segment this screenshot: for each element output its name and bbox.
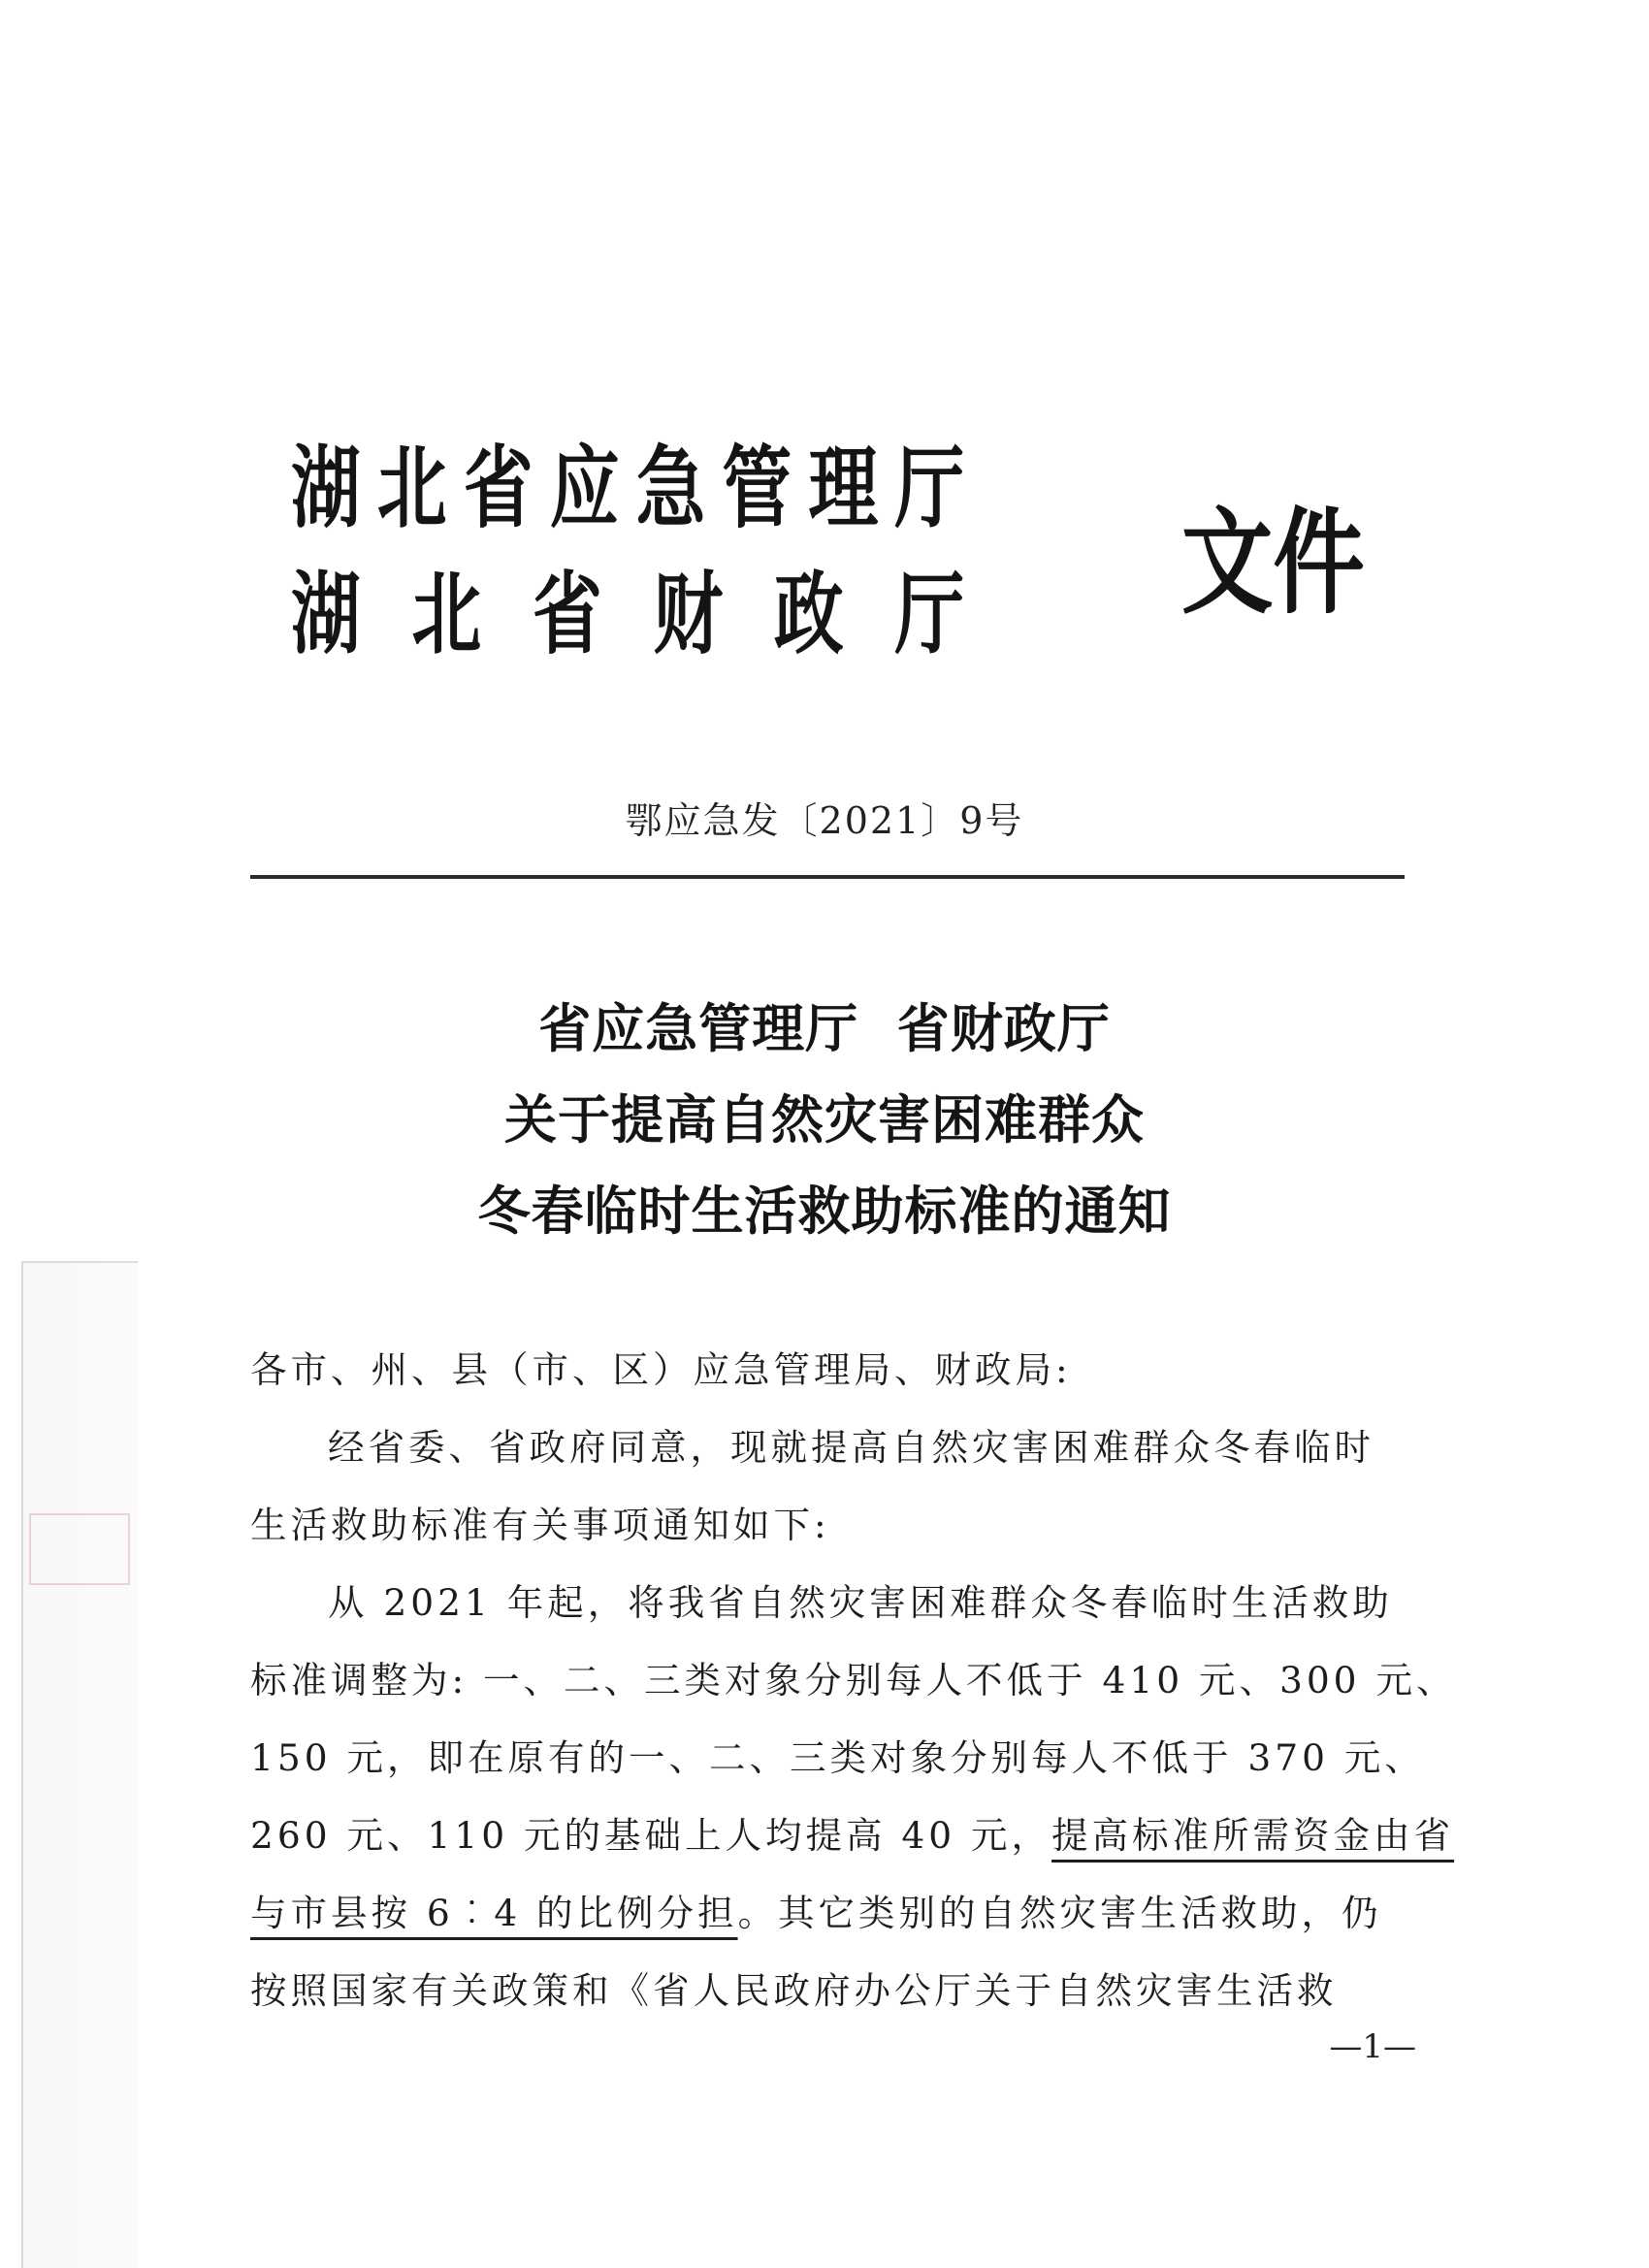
authority-char: 北 — [376, 437, 447, 540]
paragraph-1: 经省委、省政府同意，现就提高自然灾害困难群众冬春临时生活救助标准有关事项通知如下: — [250, 1426, 1374, 1546]
authority-char: 厅 — [894, 563, 965, 666]
authority-char: 湖 — [291, 437, 361, 540]
authority-char: 北 — [411, 563, 482, 666]
authority-char: 急 — [635, 437, 706, 540]
title-line-1: 省应急管理厅 省财政厅 — [538, 998, 1111, 1059]
authority-line-2 — [291, 543, 965, 666]
paragraph-2-line-6: 按照国家有关政策和《省人民政府办公厅关于自然灾害生活救 — [250, 1969, 1338, 2012]
salutation: 各市、州、县（市、区）应急管理局、财政局: — [250, 1348, 1072, 1391]
authority-char: 省 — [532, 563, 602, 666]
authority-char: 财 — [653, 563, 724, 666]
paragraph-2 — [250, 1564, 1457, 2029]
paragraph-2-line-5 — [250, 1874, 1406, 1952]
authority-char: 省 — [463, 437, 534, 540]
authority-char: 理 — [808, 437, 879, 540]
authority-char: 应 — [549, 437, 620, 540]
text-run: 260 元、110 元的基础上人均提高 40 元， — [250, 1814, 1052, 1857]
page-number: —1— — [1329, 2027, 1416, 2066]
header-rule — [250, 875, 1405, 879]
receipt-stamp — [29, 1513, 130, 1585]
paragraph-2-line-3: 150 元，即在原有的一、二、三类对象分别每人不低于 370 元、 — [250, 1736, 1425, 1779]
underlined-text: 与市县按 6︰4 的比例分担 — [250, 1892, 738, 1934]
authority-char: 管 — [722, 437, 792, 540]
authority-char: 政 — [773, 563, 844, 666]
title-line-2: 关于提高自然灾害困难群众 — [504, 1089, 1145, 1150]
authority-line-1 — [291, 417, 965, 540]
document-number: 鄂应急发〔2021〕9号 — [625, 799, 1024, 842]
underlined-text: 提高标准所需资金由省 — [1051, 1814, 1455, 1857]
document-word: 文件 — [1181, 496, 1365, 630]
text-run: 。其它类别的自然灾害生活救助，仍 — [737, 1892, 1382, 1934]
paragraph-2-line-4 — [250, 1797, 1455, 1874]
authority-char: 湖 — [291, 563, 361, 666]
paragraph-2-line-2: 标准调整为: 一、二、三类对象分别每人不低于 410 元、300 元、 — [250, 1659, 1457, 1701]
paragraph-2-line-1: 从 2021 年起，将我省自然灾害困难群众冬春临时生活救助 — [328, 1581, 1393, 1624]
authority-char: 厅 — [894, 437, 965, 540]
scanned-margin-strip — [21, 1261, 138, 2268]
title-line-3: 冬春临时生活救助标准的通知 — [477, 1181, 1172, 1242]
